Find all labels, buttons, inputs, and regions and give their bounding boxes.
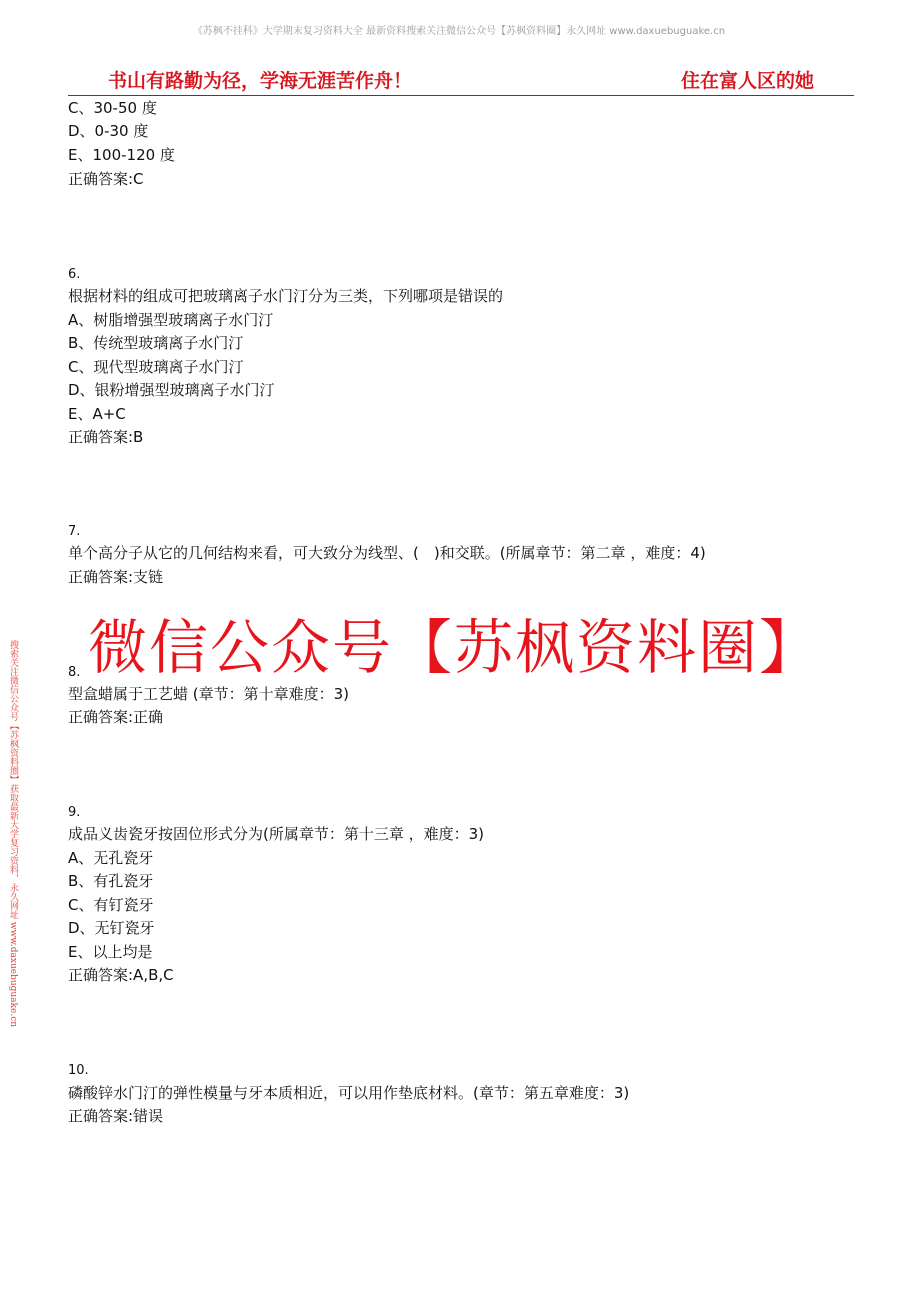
side-vertical-note: 搜索关注微信公众号【苏枫资料圈】获取最新大学复习资料，永久网址 www.daxuebuguake.cn (8, 640, 18, 1028)
q6-option-a: A、树脂增强型玻璃离子水门汀 (68, 311, 274, 329)
top-source-note: 《苏枫不挂科》大学期末复习资料大全 最新资料搜索关注微信公众号【苏枫资料圈】永久网址 www.daxuebuguake.cn (192, 26, 726, 37)
q9-answer: 正确答案:A,B,C (68, 966, 174, 984)
q7-answer: 正确答案:支链 (68, 568, 164, 586)
watermark-banner: 微信公众号【苏枫资料圈】 (88, 613, 821, 682)
q6-text: 根据材料的组成可把玻璃离子水门汀分为三类，下列哪项是错误的 (68, 287, 504, 305)
header-divider (68, 95, 854, 96)
q9-option-c: C、有钉瓷牙 (68, 896, 154, 914)
header-motto: 书山有路勤为径，学海无涯苦作舟！ (108, 70, 413, 92)
q6-option-d: D、银粉增强型玻璃离子水门汀 (68, 381, 275, 399)
q5-option-d: D、0-30 度 (68, 122, 149, 140)
q5-option-c: C、30-50 度 (68, 99, 157, 117)
q9-option-b: B、有孔瓷牙 (68, 872, 154, 890)
q8-text: 型盒蜡属于工艺蜡 (章节：第十章难度：3) (68, 685, 350, 703)
q6-option-b: B、传统型玻璃离子水门汀 (68, 334, 244, 352)
q9-option-e: E、以上均是 (68, 943, 153, 961)
q10-answer: 正确答案:错误 (68, 1107, 164, 1125)
q6-number: 6. (68, 267, 81, 282)
header-tagline: 住在富人区的她 (680, 70, 814, 92)
q9-option-a: A、无孔瓷牙 (68, 849, 154, 867)
q8-number: 8. (68, 665, 81, 680)
q6-option-e: E、A+C (68, 405, 126, 423)
q9-option-d: D、无钉瓷牙 (68, 919, 155, 937)
page-header (68, 64, 854, 96)
q5-answer: 正确答案:C (68, 170, 144, 188)
q7-number: 7. (68, 524, 81, 539)
q5-option-e: E、100-120 度 (68, 146, 175, 164)
q10-number: 10. (68, 1063, 89, 1078)
q7-text: 单个高分子从它的几何结构来看，可大致分为线型、( )和交联。(所属章节：第二章 ，难度：4) (68, 544, 706, 562)
q6-answer: 正确答案:B (68, 428, 144, 446)
q10-text: 磷酸锌水门汀的弹性模量与牙本质相近，可以用作垫底材料。(章节：第五章难度：3) (68, 1084, 630, 1102)
q6-option-c: C、现代型玻璃离子水门汀 (68, 358, 244, 376)
q9-number: 9. (68, 805, 81, 820)
q8-answer: 正确答案:正确 (68, 708, 164, 726)
q9-text: 成品义齿瓷牙按固位形式分为(所属章节：第十三章 ，难度：3) (68, 825, 485, 843)
